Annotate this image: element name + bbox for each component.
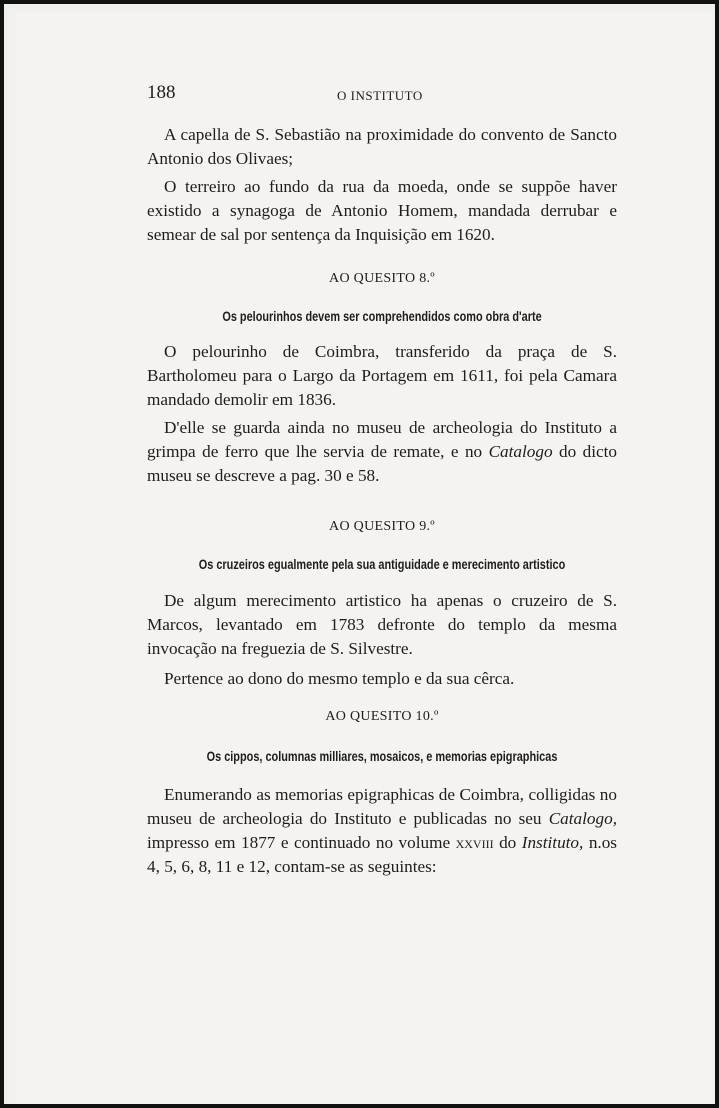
section-9-paragraph-1: De algum merecimento artistico ha apenas o cruzeiro de S. Marcos, levantado em 1783 defronte do templo da mesma invocação na freguezia de S. Silvestre.: [147, 591, 617, 658]
section-9-subtitle: Os cruzeiros egualmente pela sua antiguidade e merecimento artistico: [198, 556, 566, 572]
running-title: O INSTITUTO: [337, 88, 423, 103]
paragraph-capella: A capella de S. Sebastião na proximidade do convento de Sancto Antonio dos Olivaes;: [147, 125, 617, 168]
section-8-subtitle: Os pelourinhos devem ser comprehendidos como obra d'arte: [222, 308, 542, 324]
section-10-p1-d: n.os 4, 5, 6, 8, 11 e 12, contam-se as seguintes:: [147, 833, 617, 876]
section-10-p1-c: do: [499, 833, 517, 852]
page-header: [147, 82, 617, 104]
section-10-paragraph-1: [147, 783, 617, 879]
section-10-title: AO QUESITO 10.º: [325, 709, 439, 724]
section-9-title: AO QUESITO 9.º: [329, 519, 435, 534]
page-number: 188: [147, 82, 176, 103]
section-8-title: AO QUESITO 8.º: [329, 271, 435, 286]
page-content: [147, 82, 617, 879]
instituto-italic: Instituto,: [521, 833, 584, 852]
section-10-subtitle: Os cippos, columnas milliares, mosaicos, e memorias epigraphicas: [206, 748, 558, 764]
section-8-paragraph-2: [147, 416, 617, 488]
catalogo-italic-2: Catalogo,: [548, 809, 617, 828]
section-10-p1-a: Enumerando as memorias epigraphicas de Coimbra, colligidas no museu de archeologia do Instituto e publicadas no seu: [147, 785, 617, 828]
section-8-paragraph-1: O pelourinho de Coimbra, transferido da praça de S. Bartholomeu para o Largo da Portagem em 1611, foi pela Camara mandado demolir em 1836.: [147, 342, 617, 409]
catalogo-italic: Catalogo: [488, 442, 553, 461]
volume-number: xxviii: [455, 833, 494, 852]
section-9-paragraph-2: Pertence ao dono do mesmo templo e da sua cêrca.: [164, 669, 515, 688]
section-8-p2-start: D'elle se guarda ainda no museu de archeologia do Instituto a grimpa de ferro que lhe servia de remate, e no: [147, 418, 617, 461]
section-8-p2-end: do dicto museu se descreve a pag. 30 e 58.: [147, 442, 618, 485]
paragraph-terreiro: O terreiro ao fundo da rua da moeda, onde se suppõe haver existido a synagoga de Antonio Homem, mandada derrubar e semear de sal por sentença da Inquisição em 1620.: [147, 177, 617, 244]
section-10-p1-b: impresso em 1877 e continuado no volume: [147, 833, 451, 852]
